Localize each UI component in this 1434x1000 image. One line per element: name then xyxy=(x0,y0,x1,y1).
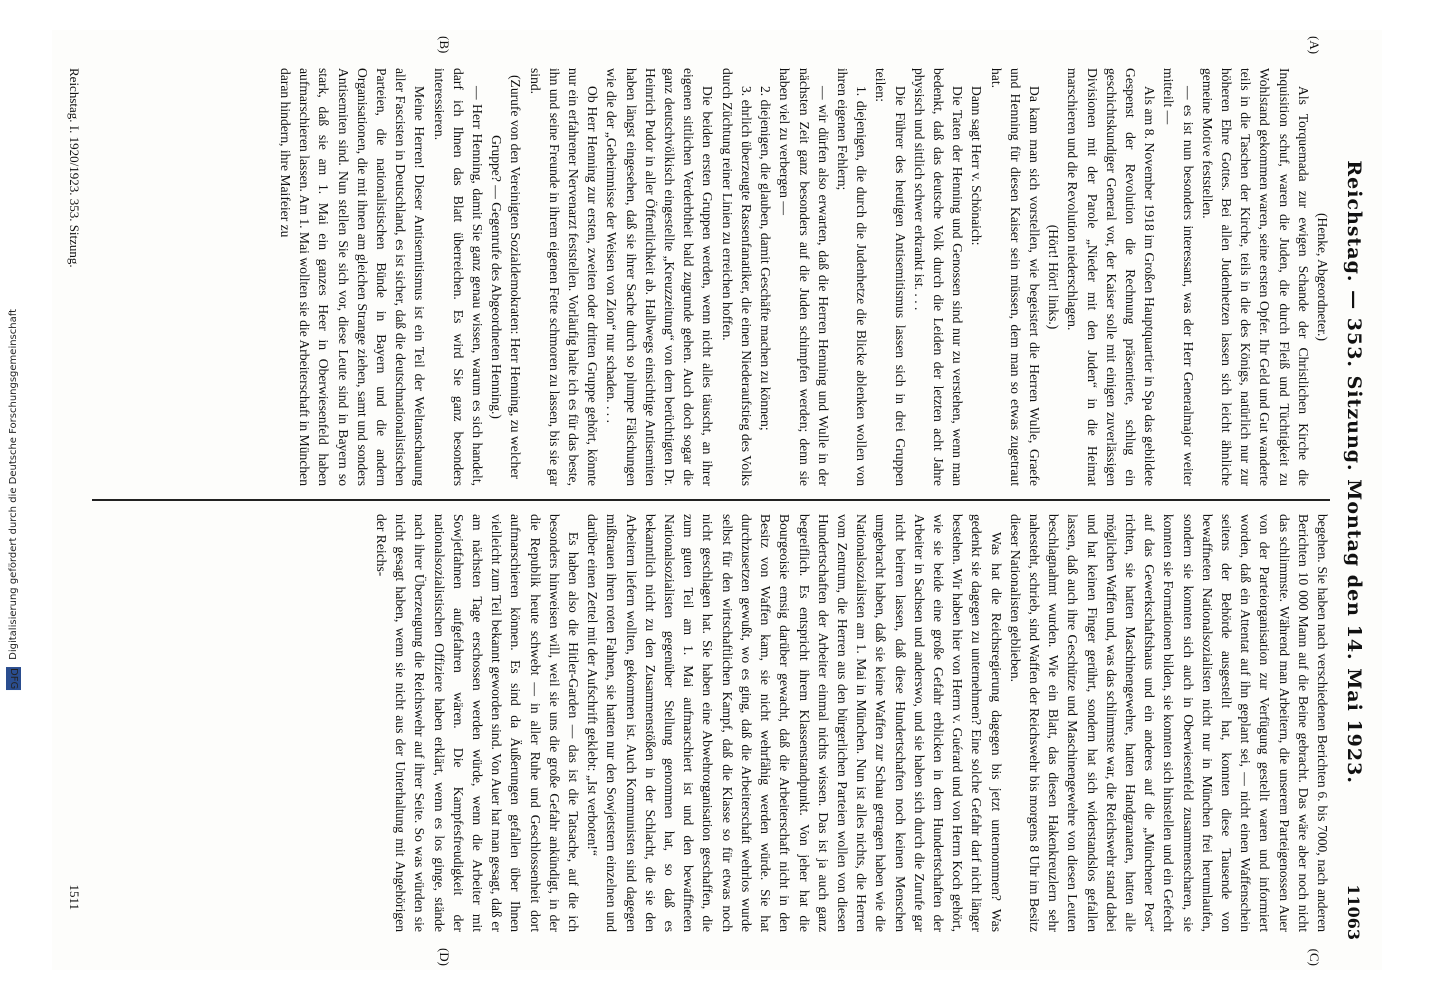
paragraph: Die Taten der Henning und Genossen sind nur zu verstehen, wenn man bedenkt, daß das deutsche Volk durch die Leiden der letzten acht Jahre physisch und sittlich schwer erkrankt ist. . . . xyxy=(911,68,966,486)
paragraph: Als Torquemada zur ewigen Schande der Christlichen Kirche die Inquisition schuf, waren die Juden, die durch Fleiß und Tüchtigkeit zu Wohlstand gekommen waren, seine ersten Opfer. Ihr Geld und Gut wanderte teils in die Taschen der Kirche, teils in die des Königs, natürlich nur zur höheren Ehre Gottes. Bei allen Judenhetzen lassen sich leicht ähnliche gemeine Motive feststellen. xyxy=(1199,68,1311,486)
paragraph: Die Führer des heutigen Antisemitismus lassen sich in drei Gruppen teilen: xyxy=(873,68,908,486)
document-page xyxy=(52,30,1382,970)
paragraph: Dann sagt Herr v. Schönaich: xyxy=(969,86,985,246)
column-divider xyxy=(92,499,1330,501)
paragraph: — wir dürfen also erwarten, daß die Herren Henning und Wulle in der nächsten Zeit ganz besonders auf die Juden schimpfen werden; denn sie haben viel zu verbergen — xyxy=(777,68,831,486)
paragraph: 1. diejenigen, die durch die Judenhetze die Blicke ablenken wollen von ihren eigenen Fehlern; xyxy=(834,68,870,486)
paragraph: 2. diejenigen, die glauben, damit Geschäfte machen zu können; xyxy=(758,86,774,431)
paragraph: Die beiden ersten Gruppen werden, wenn nicht alles täuscht, an ihrer eigenen sittlichen Verderbtheit bald zugrunde gehen. Auch doch sogar die ganz deutschvölkisch eingestellte „Kreuzzeitung“ von dem berüchtigten Dr. Heinrich Pudor in aller Öffentlichkeit ab. Halbwegs einsichtige Antisemiten haben längst eingesehen, daß sie ihrer Sache durch so plumpe Fälschungen wie die der „Geheimnisse der Weisen von Zion“ nur schaden. . . . xyxy=(604,68,716,486)
paragraph: begehen. Sie haben nach verschiedenen Berichten 6. bis 7000, nach anderen Berichten 10 000 Mann auf die Beine gebracht. Das wäre aber noch nicht das schlimmste. Während man Arbeitern, die unserem Parteigenossen Auer von der Parteiorganisation zur Verfügung gestellt waren und informiert worden, daß ein Attentat auf ihn geplant sei, — nicht einen Waffenschein seitens der Behörde ausgestellt hat, konnten diese Tausende von bewaffneten Nationalsozialisten nicht nur in München frei herumlaufen, sondern sie konnten sich auch in Oberwiesenfeld zusammenscharen, sie konnten sie Formationen bilden, sie konnten sich hinstellen und ein Gefecht auf das Gewerkschaftshaus und ein anderes auf die „Münchener Post“ richten, sie hatten Maschinengewehre, hatten Handgranaten, hatten alle möglichen Waffen und, was das schlimmste war, die Reichswehr stand dabei und hat keinen Finger gerührt, sondern hat sich widerstandslos gefallen lassen, daß auch ihre Geschütze und Maschinengewehre von diesen Leuten beschlagnahmt wurden. Wie ein Blatt, das diesen Hakenkreuzlern sehr nahesteht, schrieb, sind Waffen der Reichswehr bis morgens 8 Uhr im Besitz dieser Nationalisten geblieben. xyxy=(1007,514,1330,932)
paragraph: Was hat die Reichsregierung dagegen bis jetzt unternommen? Was gedenkt sie dagegen zu unternehmen? Eine solche Gefahr darf nicht länger bestehen. Wir haben hier von Herrn v. Guérard und von Herrn Koch gehört, wie sie beide eine große Gefahr erblicken in dem Hundertschaften der Arbeiter in Sachsen und anderswo, und sie haben sich durch die Zurufe gar nicht beirren lassen, daß diese Hundertschaften noch keinen Menschen umgebracht haben, daß sie keine Waffen zur Schau getragen haben wie die Nationalsozialisten am 1. Mai in München. Nun ist alles nichts, die Herren vom Zentrum, die Herren aus den bürgerlichen Parteien wollen von diesen Hundertschaften der Arbeiter einmal nichts wissen. Das ist ja auch ganz begreiflich. Es entspricht ihrem Klassenstandpunkt. Von jeher hat die Bourgeoisie emsig darüber gewacht, daß die Arbeiterschaft nicht in den Besitz von Waffen kam, sie nicht wehrfähig werden würde. Sie hat durchzusetzen gewußt, wo es ging, daß die Arbeiterschaft wehrlos wurde selbst für den wirtschaftlichen Kampf, daß die Klasse so für etwas noch nicht geschlagen hat. Sie haben eine Abwehrorganisation geschaffen, die zum guten Teil am 1. Mai aufmarschiert ist und den bewaffneten Nationalsozialisten gegenüber Stellung genommen hat, so daß es bekanntlich nicht zu den Zusammenstößen in der Schlacht, die sie den Arbeitern liefern wollten, gekommen ist. Auch Kommunisten sind dagegen mißtrauen ihren roten Fahnen, sie hatten nur den Sowjetstern einzelnen und darüber einen Zettel mit der Aufschrift geklebt: „Ist verboten!“ xyxy=(585,514,1004,932)
interjection: (Hört! Hört! links.) xyxy=(1046,224,1062,330)
interjection: (Zurufe von den Vereinigten Sozialdemokraten: Herr Henning, zu welcher Gruppe? — Gegenrufe des Abgeordneten Henning.) xyxy=(489,74,524,479)
page-header xyxy=(1334,60,1374,940)
dfg-logo: DFG xyxy=(7,668,19,690)
paragraph: — Herr Henning, damit Sie ganz genau wissen, warum es sich handelt, darf ich Ihnen das Blatt überreichen. Es wird Sie ganz besonders interessieren. xyxy=(431,68,486,486)
speaker-note: (Henke, Abgeordneter.) xyxy=(1315,213,1330,341)
digitization-sidenote xyxy=(0,0,26,1000)
margin-marker-c: (C) xyxy=(1307,948,1322,966)
margin-marker-a: (A) xyxy=(1307,36,1322,55)
right-column xyxy=(92,514,1332,932)
left-column xyxy=(92,68,1332,486)
margin-marker-d: (D) xyxy=(437,947,452,966)
margin-marker-b: (B) xyxy=(437,36,452,54)
footer-page-number: 1511 xyxy=(67,884,82,910)
page-number: 11063 xyxy=(1344,884,1364,940)
paragraph: — es ist nun besonders interessant, was der Herr Generalmajor weiter mitteilt — xyxy=(1161,68,1196,486)
paragraph: 3. ehrlich überzeugte Rassenfanatiker, die einen Niederaufstieg des Volks durch Züchtung reiner Linien zu erreichen hoffen. xyxy=(719,68,754,486)
sidenote-text: Digitalisierung gefördert durch die Deutsche Forschungsgemeinschaft xyxy=(7,309,19,661)
paragraph: Als am 8. November 1918 im Großen Hauptquartier in Spa das gebildete Gespenst der Revolution die Rechnung präsentierte, schlug ein geschichtskundiger General vor, der Kaiser solle mit einigen zuverlässigen Divisionen mit der Parole „Nieder mit den Juden“ in die Heimat marschieren und die Revolution niederschlagen. xyxy=(1065,68,1158,486)
page-title: Reichstag. — 353. Sitzung. Montag den 14. Mai 1923. xyxy=(1343,160,1365,784)
paragraph: Da kann man sich vorstellen, wie begeistert die Herren Wulle, Graefe und Henning für diesen Kaiser sein müssen, dem man so etwas zugetraut hat. xyxy=(988,68,1042,486)
footer-left: Reichstag. I. 1920/1923. 353. Sitzung. xyxy=(67,68,82,268)
paragraph: Ob Herr Henning zur ersten, zweiten oder dritten Gruppe gehört, könnte nur ein erfahrener Nervenarzt feststellen. Vorläufig halte ich es für das beste, ihn und seine Freunde in ihrem eigenen Fette schmoren zu lassen, bis sie gar sind. xyxy=(527,68,601,486)
paragraph: Meine Herren! Dieser Antisemitismus ist ein Teil der Weltanschauung aller Fascisten in Deutschland, es ist sicher, daß die deutschnationalistischen Parteien, die nationalistischen Bünde in Bayern und die andern Organisationen, die mit ihnen am gleichen Strange ziehen, samt und sonders Antisemiten sind. Nun stellen Sie sich vor, diese Leute sind in Bayern so stark, daß sie am 1. Mai ein ganzes Heer in Oberwiesenfeld haben aufmarschieren lassen. Am 1. Mai wollten sie die Arbeiterschaft in München daran hindern, ihre Maifeier zu xyxy=(278,68,428,486)
paragraph: Es haben also die Hitler-Garden — das ist die Tatsache, auf die ich besonders hinweisen will, weil sie uns die große Gefahr ankündigt, in der die Republik heute schwebt — in aller Ruhe und Geschlossenheit dort aufmarschieren können. Es sind da Äußerungen gefallen über Ihnen vielleicht zum Teil bekannt geworden sind. Von Auer hat man gesagt, daß er am nächsten Tage erschossen werden würde, wenn die Arbeiter mit Sowjetfahnen aufgefahren wären. Die Kampfesfreudigkeit der nationalsozialistischen Offiziere haben erklärt, wenn es los ginge, stände nach ihrer Überzeugung die Reichswehr auf ihrer Seite. So was würden sie nicht gesagt haben, wenn sie nicht aus der Unterhaltung mit Angehörigen der Reichs- xyxy=(374,514,582,932)
